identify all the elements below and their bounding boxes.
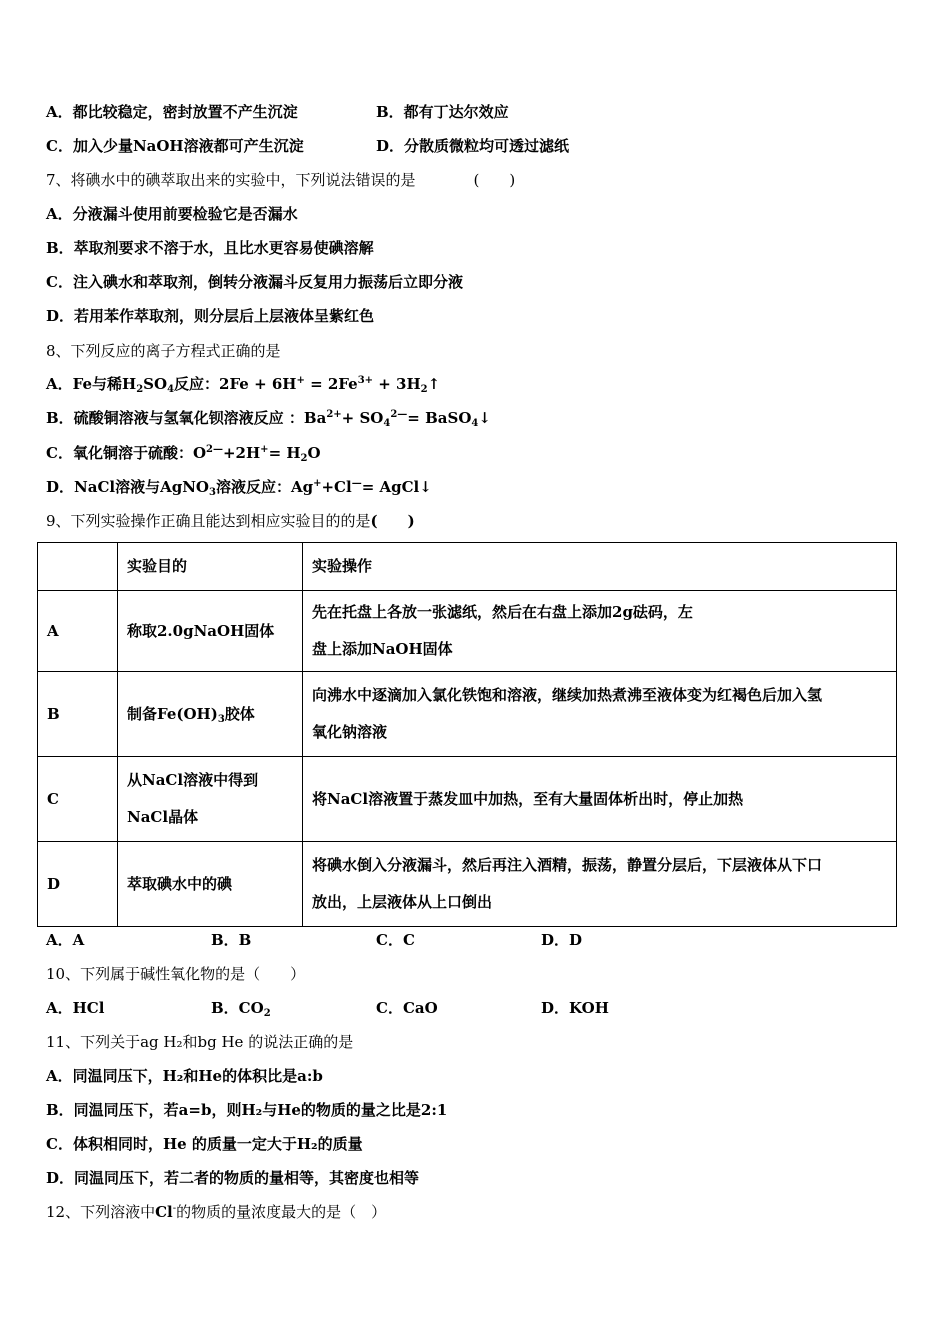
q7-option-d: D．若用苯作萃取剂，则分层后上层液体呈紫红色	[46, 307, 375, 325]
q7-stem: 7、将碘水中的碘萃取出来的实验中，下列说法错误的是 ( )	[46, 171, 516, 189]
row-label: B	[38, 672, 118, 757]
q11-option-d: D．同温同压下，若二者的物质的量相等，其密度也相等	[46, 1169, 420, 1187]
table-header-purpose: 实验目的	[118, 543, 303, 591]
table-row	[38, 757, 897, 842]
q9-option-b: B．B	[211, 931, 252, 949]
table-header-row	[38, 543, 897, 591]
q12-stem: 12、下列溶液中Cl-的物质的量浓度最大的是（ ）	[46, 1203, 387, 1221]
q10-option-b: B．$CO_2$	[211, 999, 271, 1019]
row-operation: 将碘水倒入分液漏斗，然后再注入酒精，振荡，静置分层后，下层液体从下口 放出，上层液体从上口倒出	[303, 842, 897, 927]
table-row	[38, 672, 897, 757]
experiment-table	[37, 542, 897, 927]
row-operation: 先在托盘上各放一张滤纸，然后在右盘上添加2g砝码，左 盘上添加NaOH固体	[303, 591, 897, 672]
q6-option-c: C．加入少量NaOH溶液都可产生沉淀	[46, 137, 304, 155]
row-purpose: 从NaCl溶液中得到 NaCl晶体	[118, 757, 303, 842]
row-purpose: 萃取碘水中的碘	[118, 842, 303, 927]
q8-option-c: C．氧化铜溶于硫酸：$O^{2—}+2H^+= H_2O$	[46, 444, 321, 464]
row-label: C	[38, 757, 118, 842]
q7-option-c: C．注入碘水和萃取剂，倒转分液漏斗反复用力振荡后立即分液	[46, 273, 463, 291]
row-purpose: 称取2.0gNaOH固体	[118, 591, 303, 672]
q7-option-a: A．分液漏斗使用前要检验它是否漏水	[46, 205, 298, 223]
row-label: D	[38, 842, 118, 927]
q9-option-c: C．C	[376, 931, 415, 949]
q6-option-d: D．分散质微粒均可透过滤纸	[376, 137, 570, 155]
table-row	[38, 842, 897, 927]
row-purpose: 制备$Fe(OH)_3$胶体	[118, 672, 303, 757]
q8-option-b: B．硫酸铜溶液与氢氧化钡溶液反应 ：$Ba^{2+}+ SO_4^{2—}=$ BaSO$_4$↓	[46, 409, 491, 429]
table-header-operation: 实验操作	[303, 543, 897, 591]
q11-stem: 11、下列关于ag H₂和bg He 的说法正确的是	[46, 1033, 354, 1051]
q11-option-a: A．同温同压下，H₂和He的体积比是a:b	[46, 1067, 323, 1085]
q8-option-a: A．Fe与稀$H_2SO_4$反应：$2Fe + 6H^+ = 2Fe^{3+}$ + $3H_2↑$	[46, 375, 441, 395]
q9-option-d: D．D	[541, 931, 583, 949]
q9-option-a: A．A	[46, 931, 85, 949]
q6-option-b: B．都有丁达尔效应	[376, 103, 509, 121]
q7-option-b: B．萃取剂要求不溶于水，且比水更容易使碘溶解	[46, 239, 374, 257]
q9-stem: 9、下列实验操作正确且能达到相应实验目的的是( )	[46, 512, 415, 530]
q11-option-c: C．体积相同时，He 的质量一定大于H₂的质量	[46, 1135, 363, 1153]
q6-option-a: A．都比较稳定，密封放置不产生沉淀	[46, 103, 298, 121]
table-row	[38, 591, 897, 672]
q11-option-b: B．同温同压下，若a=b，则H₂与He的物质的量之比是2:1	[46, 1101, 448, 1119]
q8-option-d: D．NaCl溶液与AgNO$_3$溶液反应：Ag++Cl—= AgCl↓	[46, 478, 432, 498]
row-operation: 将NaCl溶液置于蒸发皿中加热，至有大量固体析出时，停止加热	[303, 757, 897, 842]
table-header-empty	[38, 543, 118, 591]
row-label: A	[38, 591, 118, 672]
q10-stem: 10、下列属于碱性氧化物的是（ ）	[46, 965, 306, 983]
q8-stem: 8、下列反应的离子方程式正确的是	[46, 342, 281, 360]
q10-option-c: C．CaO	[376, 999, 438, 1017]
row-operation: 向沸水中逐滴加入氯化铁饱和溶液，继续加热煮沸至液体变为红褐色后加入氢 氧化钠溶液	[303, 672, 897, 757]
q10-option-a: A．HCl	[46, 999, 105, 1017]
q10-option-d: D．KOH	[541, 999, 609, 1017]
